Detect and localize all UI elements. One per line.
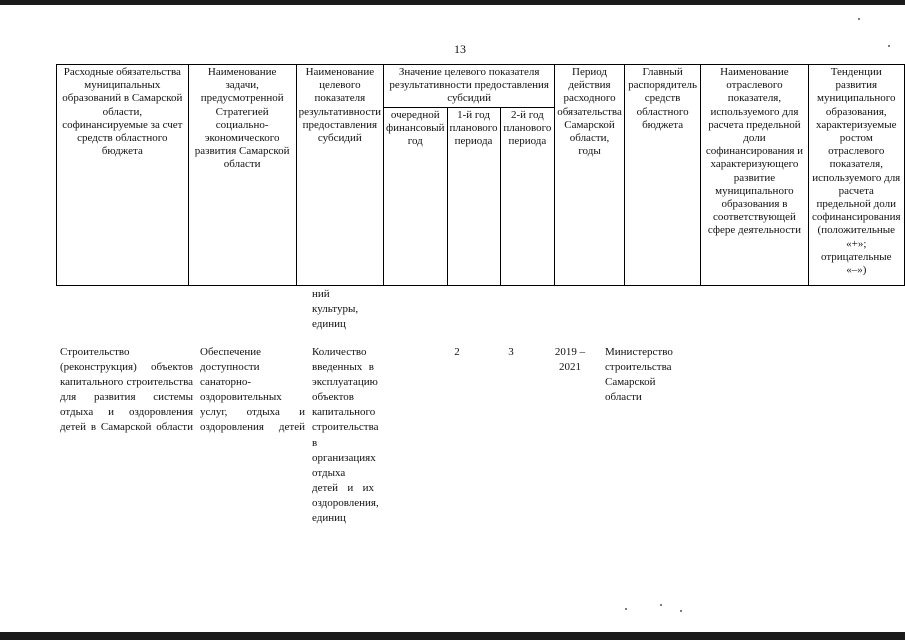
header-period: Период действия расходного обязательства Самарской области, годы — [555, 65, 625, 286]
bottom-scan-border — [0, 632, 905, 640]
row-year1-value: 2 — [454, 346, 460, 358]
header-trends: Тенденции развития муниципального образования, характеризуемые ростом отраслевого показателя, используемого для расчета предельной доли софинансирования (положительные «+»; отрицательные «–») — [808, 65, 904, 286]
header-plan-year-2: 2-й год планового периода — [500, 107, 555, 285]
row-administrator: Министерство строительства Самарской области — [605, 346, 673, 404]
header-plan-year-1: 1-й год планового периода — [447, 107, 500, 285]
header-target-values: Значение целевого показателя результативности предоставления субсидий — [384, 65, 555, 108]
row-year2-value: 3 — [508, 346, 514, 358]
header-task: Наименование задачи, предусмотренной Стратегией социально-экономического развития Самарской области — [188, 65, 296, 286]
header-indicator: Наименование целевого показателя результативности предоставления субсидий — [296, 65, 383, 286]
continuation-text: ний культуры, единиц — [312, 288, 359, 331]
scan-speck — [625, 608, 627, 610]
header-sector-indicator: Наименование отраслевого показателя, используемого для расчета предельной доли софинансирования и характеризующего развитие муниципального образования в соответствующей сфере деятельности — [701, 65, 808, 286]
scan-speck — [858, 18, 860, 20]
top-scan-border — [0, 0, 905, 5]
row-obligation: Строительство (реконструкция) объектов капитального строительства для развития системы отдыха и оздоровления детей в Самарской области — [60, 346, 193, 434]
page-number: 13 — [454, 42, 466, 56]
row-indicator: Количество введенных в эксплуатацию объектов капитального строительства в организациях отдыха детей и их оздоровления, единиц — [312, 346, 379, 525]
header-obligations: Расходные обязательства муниципальных образований в Самарской области, софинансируемые за счет средств областного бюджета — [57, 65, 189, 286]
header-administrator: Главный распорядитель средств областного бюджета — [624, 65, 700, 286]
row-task: Обеспечение доступности санаторно-оздоровительных услуг, отдыха и оздоровления детей — [200, 346, 305, 434]
scan-speck — [660, 604, 662, 606]
header-current-year: очередной финансовый год — [384, 107, 448, 285]
row-period: 2019 – 2021 — [554, 346, 586, 374]
scan-speck — [888, 45, 890, 47]
scan-speck — [680, 610, 682, 612]
table-header — [56, 64, 905, 286]
